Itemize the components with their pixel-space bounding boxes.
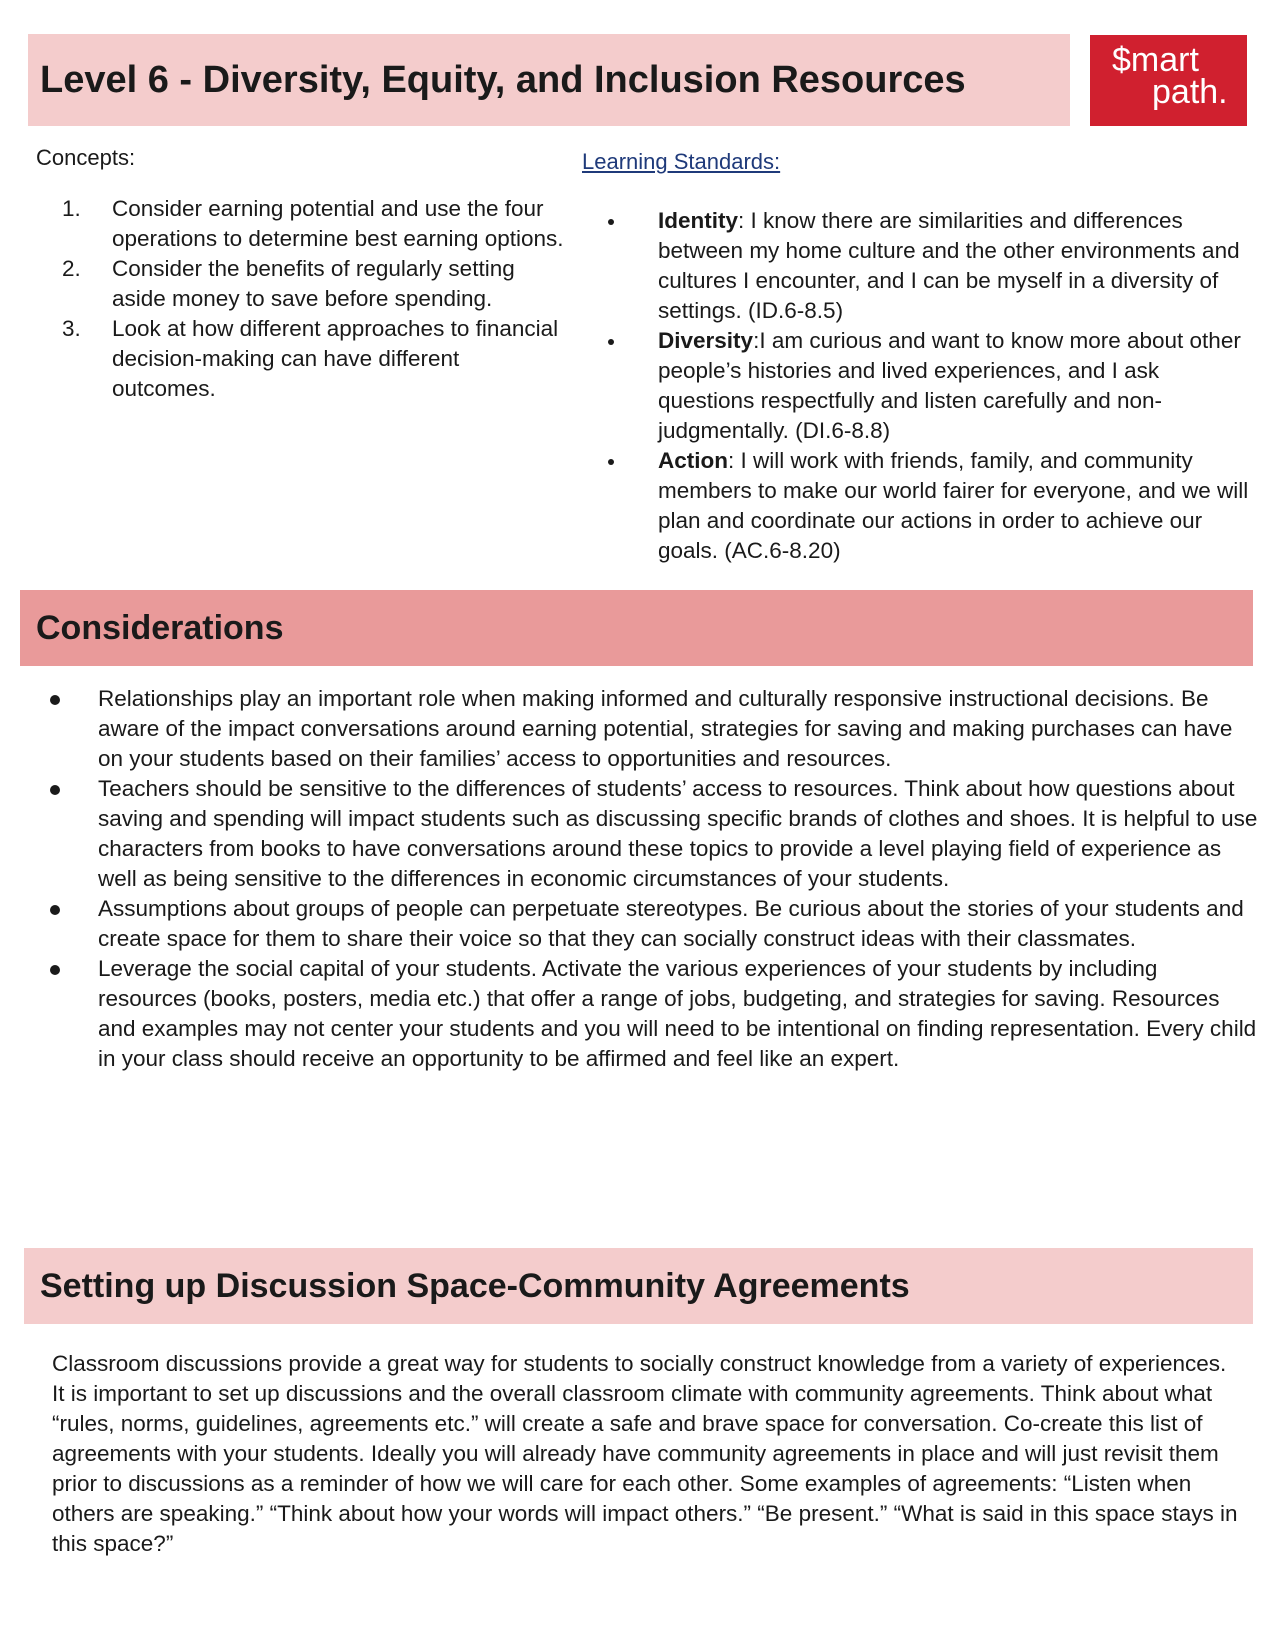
- concept-item: [58, 254, 568, 314]
- bullet-icon: [608, 459, 614, 465]
- concept-number: 1.: [62, 196, 81, 221]
- discussion-band: [24, 1248, 1253, 1324]
- considerations-list: [46, 684, 1258, 1074]
- concept-number: 2.: [62, 256, 81, 281]
- consideration-text: Relationships play an important role when making informed and culturally responsive instructional decisions. Be aware of the impact conversations around earning potential, strategies for saving and making purchases can have on your students based on their families’ access to opportunities and resources.: [98, 686, 1233, 771]
- bullet-icon: [50, 695, 60, 705]
- considerations-heading: Considerations: [36, 608, 284, 647]
- standard-item-diversity: [604, 326, 1254, 446]
- consideration-item: [46, 954, 1258, 1074]
- standard-item-action: [604, 446, 1254, 566]
- concepts-list: [58, 194, 568, 404]
- logo-line-2: path.: [1152, 73, 1228, 111]
- title-band: [28, 34, 1070, 126]
- standard-item-identity: [604, 206, 1254, 326]
- standard-text: : I will work with friends, family, and community members to make our world fairer for everyone, and we will plan and coordinate our actions in order to achieve our goals. (AC.6-8.20): [658, 448, 1249, 563]
- considerations-band: [20, 590, 1253, 666]
- concept-item: [58, 194, 568, 254]
- bullet-icon: [608, 219, 614, 225]
- consideration-item: [46, 774, 1258, 894]
- page-title: Level 6 - Diversity, Equity, and Inclusion Resources: [40, 58, 966, 101]
- consideration-text: Teachers should be sensitive to the differences of students’ access to resources. Think about how questions about saving and spending will impact students such as discussing specific brands of clothes and shoes. It is helpful to use characters from books to have conversations around these topics to provide a level playing field of experience as well as being sensitive to the differences in economic circumstances of your students.: [98, 776, 1258, 891]
- discussion-paragraph: Classroom discussions provide a great way for students to socially construct knowledge from a variety of experiences. It is important to set up discussions and the overall classroom climate with community agreements. Think about what “rules, norms, guidelines, agreements etc.” will create a safe and brave space for conversation. Co-create this list of agreements with your students. Ideally you will already have community agreements in place and will just revisit them prior to discussions as a reminder of how we will care for each other. Some examples of agreements: “Listen when others are speaking.” “Think about how your words will impact others.” “Be present.” “What is said in this space stays in this space?”: [52, 1351, 1238, 1556]
- learning-standards-link[interactable]: Learning Standards:: [582, 149, 781, 174]
- concept-item: [58, 314, 568, 404]
- consideration-item: [46, 684, 1258, 774]
- smartpath-logo: [1090, 35, 1247, 126]
- standard-text: :I am curious and want to know more about other people’s histories and lived experiences, and I ask questions respectfully and listen carefully and non-judgmentally. (DI.6-8.8): [658, 328, 1241, 443]
- bullet-icon: [50, 965, 60, 975]
- concept-number: 3.: [62, 316, 81, 341]
- standard-text: : I know there are similarities and differences between my home culture and the other environments and cultures I encounter, and I can be myself in a diversity of settings. (ID.6-8.5): [658, 208, 1240, 323]
- concept-text: Consider the benefits of regularly setting aside money to save before spending.: [112, 256, 515, 311]
- concepts-label: Concepts:: [36, 145, 136, 170]
- bullet-icon: [50, 905, 60, 915]
- bullet-icon: [50, 785, 60, 795]
- consideration-text: Leverage the social capital of your students. Activate the various experiences of your students by including resources (books, posters, media etc.) that offer a range of jobs, budgeting, and strategies for saving. Resources and examples may not center your students and you will need to be intentional on finding representation. Every child in your class should receive an opportunity to be affirmed and feel like an expert.: [98, 956, 1257, 1071]
- concept-text: Consider earning potential and use the four operations to determine best earning options.: [112, 196, 564, 251]
- standard-term: Action: [658, 448, 728, 473]
- consideration-item: [46, 894, 1258, 954]
- discussion-heading: Setting up Discussion Space-Community Agreements: [40, 1266, 910, 1305]
- learning-standards-list: [604, 206, 1254, 566]
- consideration-text: Assumptions about groups of people can perpetuate stereotypes. Be curious about the stories of your students and create space for them to share their voice so that they can socially construct ideas with their classmates.: [98, 896, 1244, 951]
- standard-term: Diversity: [658, 328, 754, 353]
- logo-line-1: $mart: [1112, 41, 1199, 79]
- standard-term: Identity: [658, 208, 739, 233]
- concept-text: Look at how different approaches to financial decision-making can have different outcomes.: [112, 316, 559, 401]
- bullet-icon: [608, 339, 614, 345]
